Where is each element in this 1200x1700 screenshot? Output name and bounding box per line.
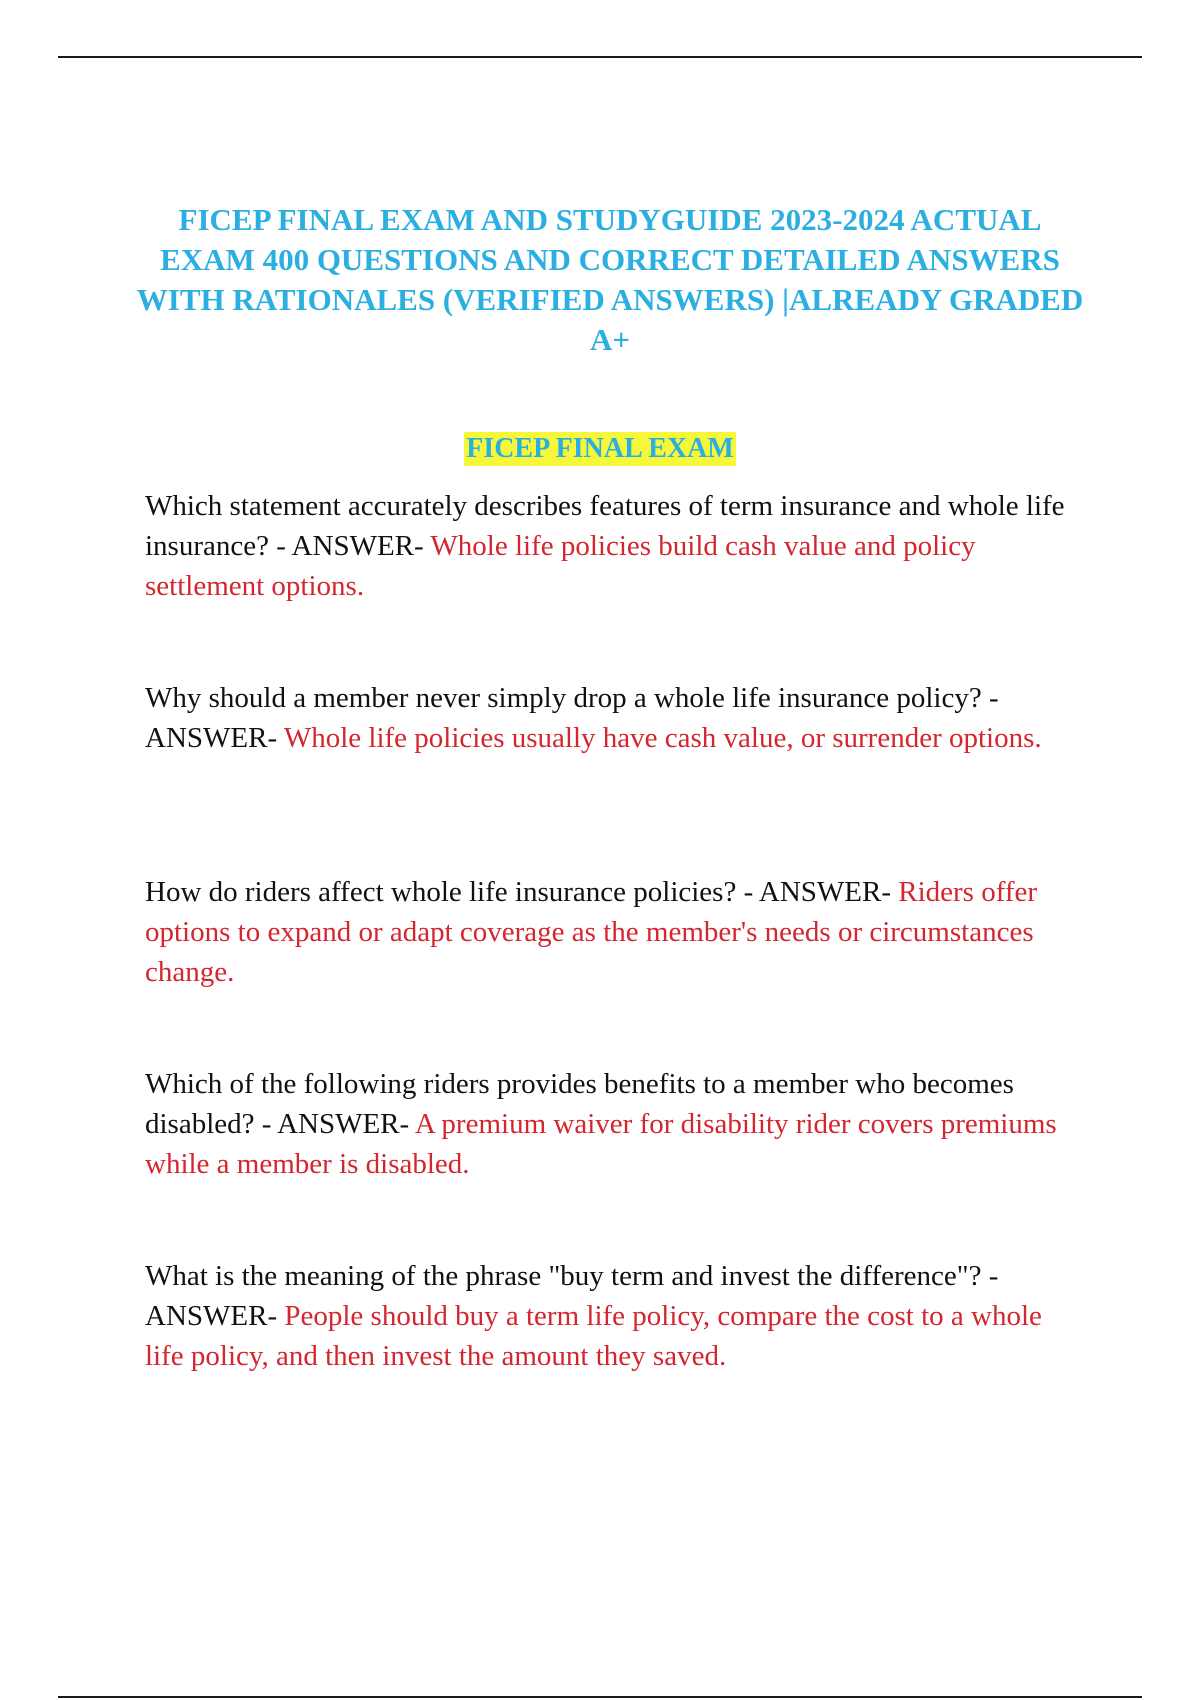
qa-item — [145, 1256, 1085, 1376]
question-text: How do riders affect whole life insurance policies? — [145, 876, 737, 908]
question-text: What is the meaning of the phrase "buy term and invest the difference"? — [145, 1260, 982, 1292]
answer-marker: - ANSWER- — [261, 1108, 410, 1140]
answer-text: Riders offer options to expand or adapt coverage as the member's needs or circumstances change. — [145, 876, 1038, 988]
question-text: Why should a member never simply drop a whole life insurance policy? — [145, 682, 982, 714]
answer-marker: - ANSWER- — [145, 682, 999, 754]
section-heading-container — [0, 432, 1200, 466]
question-text: Which statement accurately describes features of term insurance and whole life insurance? — [145, 490, 1065, 562]
answer-text: A premium waiver for disability rider covers premiums while a member is disabled. — [145, 1108, 1057, 1180]
section-heading: FICEP FINAL EXAM — [466, 433, 734, 464]
qa-item — [145, 872, 1085, 992]
question-text: Which of the following riders provides benefits to a member who becomes disabled? — [145, 1068, 1014, 1140]
document-title: FICEP FINAL EXAM AND STUDYGUIDE 2023-2024 ACTUAL EXAM 400 QUESTIONS AND CORRECT DETAILED ANSWERS WITH RATIONALES (VERIFIED ANSWERS) |ALREADY GRADED A+ — [136, 202, 1084, 357]
answer-text: People should buy a term life policy, compare the cost to a whole life policy, and then invest the amount they saved. — [145, 1300, 1042, 1372]
answer-text: Whole life policies usually have cash value, or surrender options. — [283, 722, 1042, 754]
qa-item — [145, 1064, 1085, 1184]
qa-item — [145, 678, 1085, 758]
bottom-rule — [58, 1696, 1142, 1698]
answer-marker: - ANSWER- — [145, 1260, 999, 1332]
answer-text: Whole life policies build cash value and policy settlement options. — [145, 530, 976, 602]
answer-marker: - ANSWER- — [276, 530, 424, 562]
answer-marker: - ANSWER- — [743, 876, 891, 908]
top-rule — [58, 56, 1142, 58]
qa-item — [145, 486, 1085, 606]
